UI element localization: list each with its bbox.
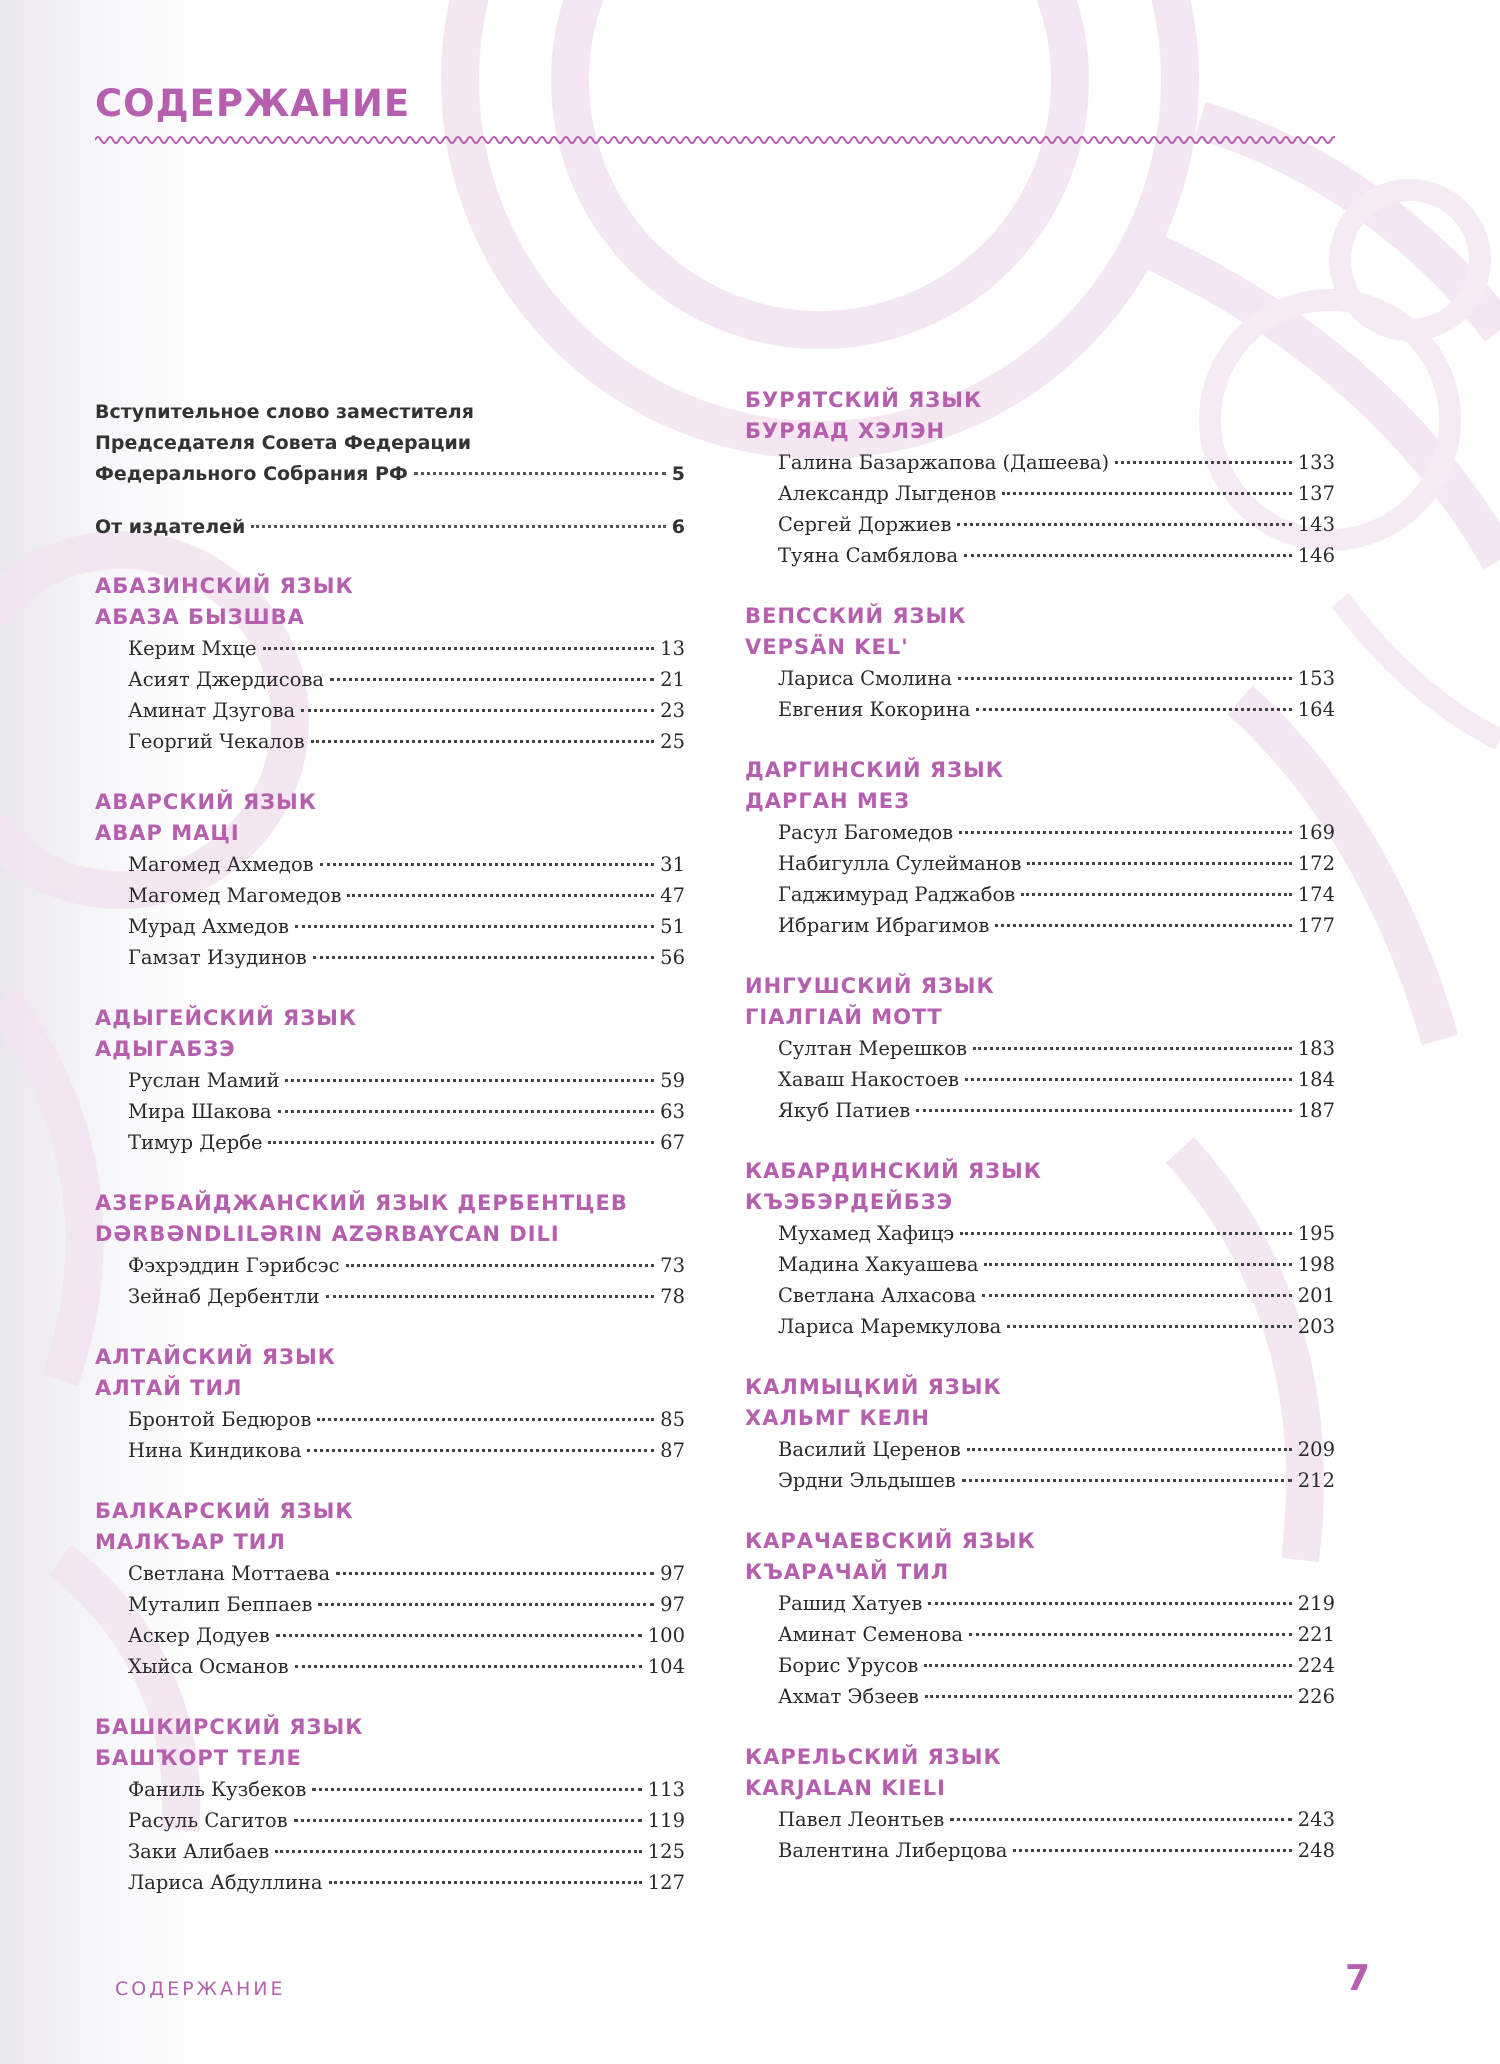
author-list (745, 1588, 1335, 1712)
toc-entry[interactable] (128, 1435, 685, 1466)
foreword-page: 5 (671, 463, 685, 485)
page-reference: 100 (647, 1624, 685, 1647)
toc-section (745, 1742, 1335, 1866)
toc-entry[interactable] (778, 1218, 1335, 1249)
author-name: Муталип Беппаев (128, 1593, 313, 1616)
toc-entry[interactable] (128, 1404, 685, 1435)
toc-entry[interactable] (778, 1804, 1335, 1835)
author-name: Фаниль Кузбеков (128, 1778, 307, 1801)
page-reference: 169 (1297, 821, 1335, 844)
page-reference: 187 (1297, 1099, 1335, 1122)
toc-left-column (95, 397, 685, 1898)
page-reference: 56 (660, 946, 685, 969)
dot-leader (301, 709, 654, 712)
section-language-title[interactable]: АВАРСКИЙ ЯЗЫК (95, 790, 317, 814)
author-name: Гамзат Изудинов (128, 946, 307, 969)
dot-leader (285, 1079, 654, 1082)
page-reference: 224 (1297, 1654, 1335, 1677)
author-list (95, 1558, 685, 1682)
page-reference: 177 (1297, 914, 1335, 937)
page-reference: 104 (647, 1655, 685, 1678)
section-native-title: KARJALAN KIELI (745, 1776, 946, 1800)
toc-section (95, 1712, 685, 1898)
dot-leader (312, 1788, 641, 1791)
section-language-title[interactable]: КАЛМЫЦКИЙ ЯЗЫК (745, 1375, 1002, 1399)
dot-leader (964, 554, 1292, 557)
section-native-title: ХАЛЬМГ КЕЛН (745, 1406, 931, 1430)
toc-right-column (745, 385, 1335, 1866)
page-reference: 203 (1297, 1315, 1335, 1338)
author-name: Керим Мхце (128, 637, 257, 660)
dot-leader (307, 1449, 654, 1452)
author-name: Руслан Мамий (128, 1069, 280, 1092)
author-name: Бронтой Бедюров (128, 1408, 312, 1431)
author-list (95, 849, 685, 973)
toc-entry[interactable] (778, 1681, 1335, 1712)
dot-leader (330, 678, 654, 681)
page-reference: 13 (660, 637, 685, 660)
page-reference: 78 (660, 1285, 685, 1308)
page-reference: 63 (660, 1100, 685, 1123)
page-reference: 153 (1297, 667, 1335, 690)
foreword-line-1: Вступительное слово заместителя (95, 401, 474, 423)
toc-entry[interactable] (778, 1835, 1335, 1866)
toc-section (745, 1372, 1335, 1496)
toc-section (745, 385, 1335, 571)
running-footer-title: СОДЕРЖАНИЕ (115, 1978, 286, 2000)
dot-leader (1027, 862, 1291, 865)
toc-section (745, 971, 1335, 1126)
page-reference: 21 (660, 668, 685, 691)
page-reference: 184 (1297, 1068, 1335, 1091)
dot-leader (1115, 461, 1292, 464)
dot-leader (318, 1603, 654, 1606)
toc-entry[interactable] (128, 1065, 685, 1096)
author-list (95, 1774, 685, 1898)
dot-leader (995, 924, 1291, 927)
toc-entry[interactable] (778, 1588, 1335, 1619)
author-name: Светлана Моттаева (128, 1562, 331, 1585)
page-reference: 23 (660, 699, 685, 722)
author-name: Хаваш Накостоев (778, 1068, 959, 1091)
dot-leader (959, 831, 1292, 834)
section-language-title[interactable]: КАБАРДИНСКИЙ ЯЗЫК (745, 1159, 1042, 1183)
author-name: Евгения Кокорина (778, 698, 971, 721)
dot-leader (320, 863, 655, 866)
page-reference: 85 (660, 1408, 685, 1431)
author-name: Тимур Дербе (128, 1131, 263, 1154)
author-name: Набигулла Сулейманов (778, 852, 1022, 875)
toc-entry[interactable] (128, 1867, 685, 1898)
section-language-title[interactable]: БАЛКАРСКИЙ ЯЗЫК (95, 1499, 354, 1523)
toc-entry[interactable] (128, 1774, 685, 1805)
author-name: Александр Лыгденов (778, 482, 997, 505)
author-name: Асият Джердисова (128, 668, 325, 691)
author-name: Аминат Семенова (778, 1623, 964, 1646)
section-language-title[interactable]: АЗЕРБАЙДЖАНСКИЙ ЯЗЫК ДЕРБЕНТЦЕВ (95, 1191, 628, 1215)
foreword-line-3: Федерального Собрания РФ (95, 463, 408, 485)
toc-section (745, 755, 1335, 941)
page-reference: 97 (660, 1593, 685, 1616)
toc-section (745, 1526, 1335, 1712)
publishers-page: 6 (671, 516, 685, 538)
author-list (745, 817, 1335, 941)
page-reference: 87 (660, 1439, 685, 1462)
section-language-title[interactable]: КАРАЧАЕВСКИЙ ЯЗЫК (745, 1529, 1036, 1553)
dot-leader (958, 677, 1292, 680)
author-list (745, 447, 1335, 571)
dot-leader (1007, 1325, 1291, 1328)
author-name: Заки Алибаев (128, 1840, 270, 1863)
toc-section (95, 1003, 685, 1158)
toc-entry[interactable] (128, 664, 685, 695)
author-name: Аскер Додуев (128, 1624, 270, 1647)
page-reference: 31 (660, 853, 685, 876)
dot-leader (1013, 1849, 1291, 1852)
dot-leader (1021, 893, 1292, 896)
dot-leader (329, 1881, 642, 1884)
toc-entry[interactable] (128, 1558, 685, 1589)
author-name: Валентина Либерцова (778, 1839, 1008, 1862)
toc-section (745, 1156, 1335, 1342)
author-list (745, 663, 1335, 725)
page-reference: 198 (1297, 1253, 1335, 1276)
section-native-title: КЪЭБЭРДЕЙБЗЭ (745, 1190, 954, 1214)
page-reference: 146 (1297, 544, 1335, 567)
author-name: Мурад Ахмедов (128, 915, 289, 938)
dot-leader (295, 1665, 642, 1668)
toc-entry[interactable] (128, 942, 685, 973)
dot-leader (967, 1448, 1292, 1451)
author-name: Сергей Доржиев (778, 513, 952, 536)
dot-leader (295, 925, 654, 928)
toc-entry[interactable] (778, 1311, 1335, 1342)
author-name: Лариса Маремкулова (778, 1315, 1002, 1338)
toc-entry[interactable] (128, 633, 685, 664)
page-reference: 67 (660, 1131, 685, 1154)
toc-entry[interactable] (778, 694, 1335, 725)
page-reference: 133 (1297, 451, 1335, 474)
page-reference: 119 (647, 1809, 685, 1832)
page-reference: 113 (647, 1778, 685, 1801)
toc-entry[interactable] (778, 910, 1335, 941)
section-language-title[interactable]: КАРЕЛЬСКИЙ ЯЗЫК (745, 1745, 1002, 1769)
author-name: Ибрагим Ибрагимов (778, 914, 990, 937)
author-name: Мухамед Хафицэ (778, 1222, 955, 1245)
author-name: Фэхрэддин Гэрибсэс (128, 1254, 340, 1277)
dot-leader (414, 472, 666, 475)
page-reference: 25 (660, 730, 685, 753)
author-name: Георгий Чекалов (128, 730, 305, 753)
section-native-title: АДЫГАБЗЭ (95, 1037, 236, 1061)
dot-leader (950, 1818, 1292, 1821)
section-language-title[interactable]: АДЫГЕЙСКИЙ ЯЗЫК (95, 1006, 358, 1030)
page-reference: 219 (1297, 1592, 1335, 1615)
section-language-title[interactable]: БУРЯТСКИЙ ЯЗЫК (745, 388, 983, 412)
section-native-title: ДАРГАН МЕЗ (745, 789, 911, 813)
author-name: Нина Киндикова (128, 1439, 302, 1462)
dot-leader (251, 525, 665, 528)
page-reference: 201 (1297, 1284, 1335, 1307)
author-name: Расуль Сагитов (128, 1809, 288, 1832)
section-native-title: АБАЗА БЫЗШВА (95, 605, 305, 629)
toc-entry[interactable] (778, 848, 1335, 879)
toc-entry[interactable] (778, 1619, 1335, 1650)
dot-leader (928, 1602, 1291, 1605)
dot-leader (982, 1294, 1292, 1297)
page-reference: 226 (1297, 1685, 1335, 1708)
toc-entry[interactable] (778, 879, 1335, 910)
dot-leader (313, 956, 654, 959)
toc-section (95, 1496, 685, 1682)
section-language-title[interactable]: ИНГУШСКИЙ ЯЗЫК (745, 974, 995, 998)
page-reference: 164 (1297, 698, 1335, 721)
author-name: Галина Базаржапова (Дашеева) (778, 451, 1110, 474)
toc-entry[interactable] (128, 1589, 685, 1620)
dot-leader (965, 1078, 1292, 1081)
author-name: Светлана Алхасова (778, 1284, 977, 1307)
section-native-title: КЪАРАЧАЙ ТИЛ (745, 1560, 950, 1584)
author-name: Рашид Хатуев (778, 1592, 923, 1615)
author-name: Аминат Дзугова (128, 699, 296, 722)
publishers-label: От издателей (95, 516, 246, 538)
author-name: Ахмат Эбзеев (778, 1685, 919, 1708)
toc-entry[interactable] (128, 695, 685, 726)
toc-entry[interactable] (778, 509, 1335, 540)
author-name: Василий Церенов (778, 1438, 961, 1461)
toc-section (95, 1342, 685, 1466)
toc-entry[interactable] (128, 1250, 685, 1281)
author-name: Павел Леонтьев (778, 1808, 945, 1831)
author-list (745, 1434, 1335, 1496)
dot-leader (294, 1819, 642, 1822)
toc-entry[interactable] (778, 540, 1335, 571)
page-reference: 143 (1297, 513, 1335, 536)
section-native-title: DƏRBƏNDLILƏRIN AZƏRBAYCAN DILI (95, 1222, 560, 1246)
toc-entry[interactable] (128, 1805, 685, 1836)
dot-leader (276, 1634, 642, 1637)
toc-entry[interactable] (778, 1249, 1335, 1280)
dot-leader (960, 1232, 1292, 1235)
dot-leader (275, 1850, 642, 1853)
toc-entry[interactable] (778, 1434, 1335, 1465)
toc-entry[interactable] (128, 1096, 685, 1127)
page-reference: 125 (647, 1840, 685, 1863)
toc-entry[interactable] (778, 1280, 1335, 1311)
author-name: Расул Багомедов (778, 821, 954, 844)
author-name: Гаджимурад Раджабов (778, 883, 1016, 906)
toc-entry[interactable] (128, 849, 685, 880)
author-name: Султан Мерешков (778, 1037, 967, 1060)
author-list (95, 633, 685, 757)
author-name: Мира Шакова (128, 1100, 272, 1123)
dot-leader (311, 740, 655, 743)
author-name: Мадина Хакуашева (778, 1253, 979, 1276)
author-name: Магомед Ахмедов (128, 853, 314, 876)
section-language-title[interactable]: БАШКИРСКИЙ ЯЗЫК (95, 1715, 364, 1739)
section-native-title: МАЛКЪАР ТИЛ (95, 1530, 286, 1554)
section-native-title: БУРЯАД ХЭЛЭН (745, 419, 946, 443)
toc-entry[interactable] (128, 1620, 685, 1651)
dot-leader (957, 523, 1291, 526)
section-language-title[interactable]: АЛТАЙСКИЙ ЯЗЫК (95, 1345, 336, 1369)
author-name: Лариса Абдуллина (128, 1871, 323, 1894)
author-name: Магомед Магомедов (128, 884, 342, 907)
toc-entry[interactable] (128, 1836, 685, 1867)
page-reference: 127 (647, 1871, 685, 1894)
toc-entry[interactable] (778, 1064, 1335, 1095)
page-reference: 59 (660, 1069, 685, 1092)
dot-leader (976, 708, 1291, 711)
author-list (95, 1250, 685, 1312)
toc-section (95, 787, 685, 973)
dot-leader (278, 1110, 654, 1113)
toc-intro (95, 397, 685, 543)
dot-leader (916, 1109, 1291, 1112)
page-reference: 47 (660, 884, 685, 907)
toc-entry[interactable] (778, 663, 1335, 694)
foreword-entry[interactable] (95, 459, 685, 490)
page-reference: 137 (1297, 482, 1335, 505)
page-reference: 243 (1297, 1808, 1335, 1831)
toc-entry[interactable] (778, 1650, 1335, 1681)
dot-leader (973, 1047, 1292, 1050)
author-list (745, 1218, 1335, 1342)
toc-section (95, 571, 685, 757)
page-number: 7 (1345, 1958, 1371, 1999)
dot-leader (317, 1418, 654, 1421)
toc-entry[interactable] (128, 1651, 685, 1682)
dot-leader (347, 894, 654, 897)
page-reference: 209 (1297, 1438, 1335, 1461)
toc-entry[interactable] (128, 911, 685, 942)
toc-entry[interactable] (778, 1465, 1335, 1496)
dot-leader (346, 1264, 655, 1267)
section-native-title: АЛТАЙ ТИЛ (95, 1376, 243, 1400)
dot-leader (336, 1572, 654, 1575)
page-reference: 195 (1297, 1222, 1335, 1245)
dot-leader (925, 1695, 1292, 1698)
dot-leader (1002, 492, 1291, 495)
section-native-title: БАШҠОРТ ТЕЛЕ (95, 1746, 302, 1770)
toc-entry[interactable] (128, 726, 685, 757)
toc-entry[interactable] (128, 1127, 685, 1158)
dot-leader (263, 647, 655, 650)
author-name: Зейнаб Дербентли (128, 1285, 320, 1308)
author-list (745, 1804, 1335, 1866)
dot-leader (924, 1664, 1291, 1667)
toc-entry[interactable] (778, 817, 1335, 848)
toc-section (745, 601, 1335, 725)
section-language-title[interactable]: АБАЗИНСКИЙ ЯЗЫК (95, 574, 354, 598)
page-reference: 174 (1297, 883, 1335, 906)
publishers-entry[interactable] (95, 512, 685, 543)
dot-leader (969, 1633, 1292, 1636)
page-reference: 51 (660, 915, 685, 938)
toc-entry[interactable] (778, 447, 1335, 478)
toc-entry[interactable] (778, 1095, 1335, 1126)
section-native-title: АВАР МАЦІ (95, 821, 240, 845)
page-reference: 172 (1297, 852, 1335, 875)
toc-entry[interactable] (778, 478, 1335, 509)
author-name: Туяна Самбялова (778, 544, 959, 567)
dot-leader (268, 1141, 654, 1144)
toc-entry[interactable] (128, 880, 685, 911)
page-reference: 248 (1297, 1839, 1335, 1862)
toc-entry[interactable] (128, 1281, 685, 1312)
foreword-line-2: Председателя Совета Федерации (95, 432, 472, 454)
toc-entry[interactable] (778, 1033, 1335, 1064)
page-reference: 183 (1297, 1037, 1335, 1060)
author-name: Эрдни Эльдышев (778, 1469, 956, 1492)
page-reference: 73 (660, 1254, 685, 1277)
dot-leader (984, 1263, 1291, 1266)
section-language-title[interactable]: ВЕПССКИЙ ЯЗЫК (745, 604, 967, 628)
author-name: Лариса Смолина (778, 667, 952, 690)
author-name: Борис Урусов (778, 1654, 919, 1677)
author-list (95, 1404, 685, 1466)
dot-leader (962, 1479, 1292, 1482)
section-language-title[interactable]: ДАРГИНСКИЙ ЯЗЫК (745, 758, 1004, 782)
section-native-title: VEPSÄN KEL' (745, 635, 909, 659)
page-reference: 221 (1297, 1623, 1335, 1646)
author-list (95, 1065, 685, 1158)
page-title: СОДЕРЖАНИЕ (95, 82, 411, 125)
wavy-divider (95, 130, 1335, 150)
author-list (745, 1033, 1335, 1126)
page-reference: 97 (660, 1562, 685, 1585)
toc-section (95, 1188, 685, 1312)
author-name: Хыйса Османов (128, 1655, 289, 1678)
page-reference: 212 (1297, 1469, 1335, 1492)
author-name: Якуб Патиев (778, 1099, 911, 1122)
section-native-title: ГІАЛГІАЙ МОТТ (745, 1005, 943, 1029)
dot-leader (326, 1295, 655, 1298)
